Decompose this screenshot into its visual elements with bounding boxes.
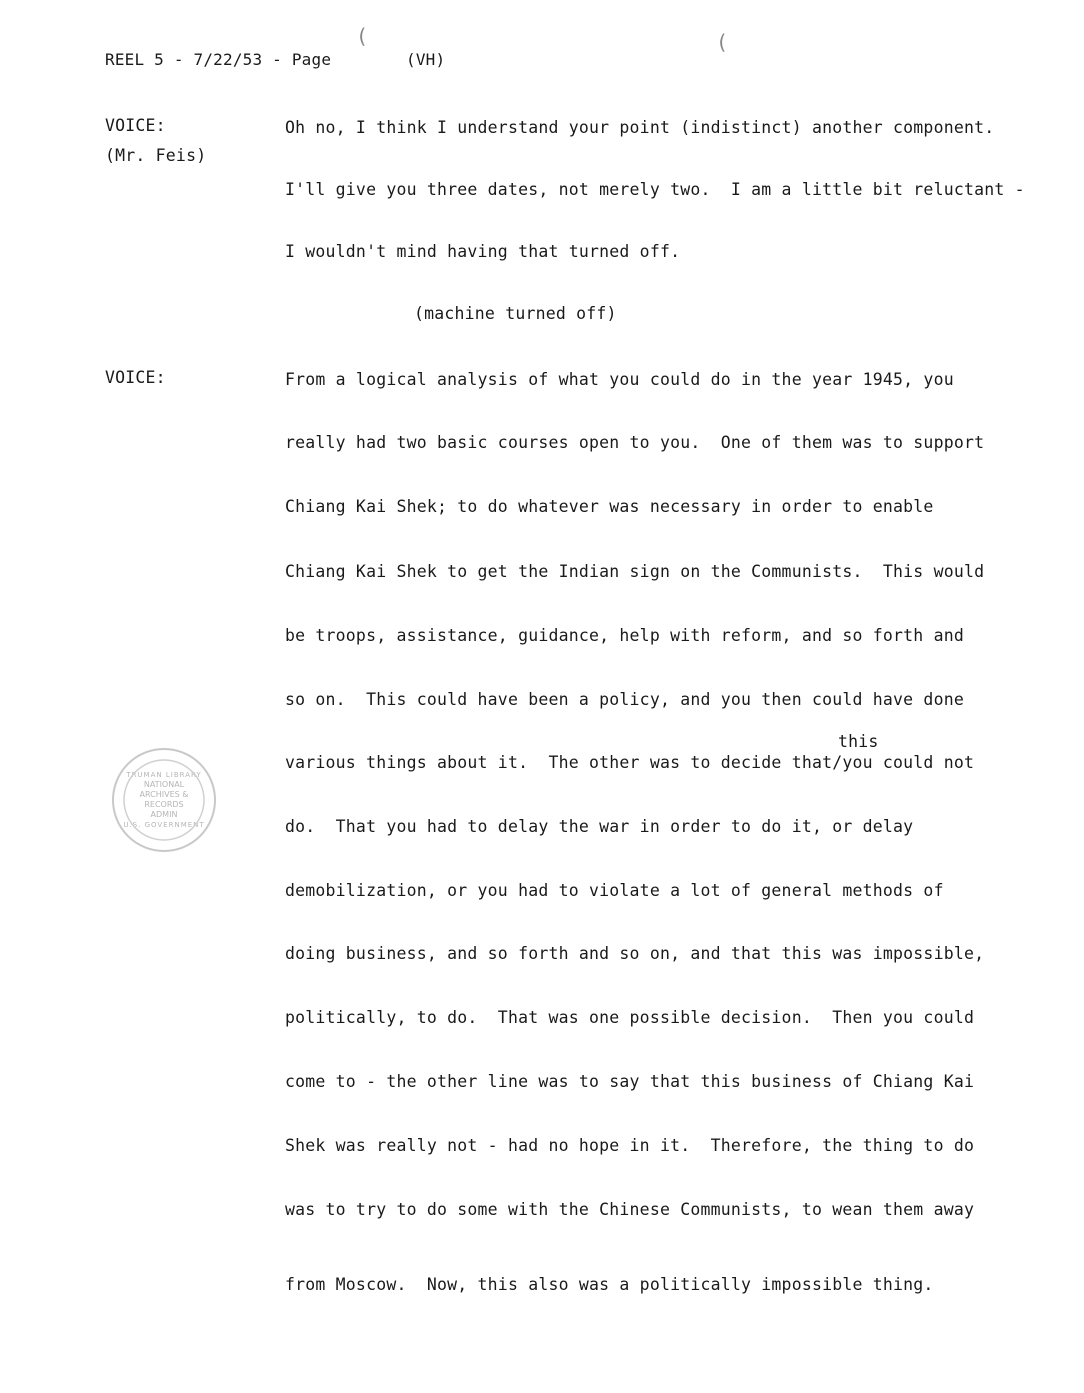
speech-line: Oh no, I think I understand your point (indistinct) another component.: [285, 118, 995, 137]
speech-line: I'll give you three dates, not merely two. I am a little bit reluctant -: [285, 180, 1025, 199]
speaker-label: VOICE:: [105, 116, 166, 135]
speech-line: I wouldn't mind having that turned off.: [285, 242, 681, 261]
speaker-note: (Mr. Feis): [105, 146, 207, 165]
speech-line: various things about it. The other was to decide that/you could not: [285, 753, 975, 772]
archive-stamp: [112, 748, 216, 852]
speech-line: be troops, assistance, guidance, help with reform, and so forth and: [285, 626, 964, 645]
speech-line: from Moscow. Now, this also was a politically impossible thing.: [285, 1275, 934, 1294]
speech-line: really had two basic courses open to you. One of them was to support: [285, 433, 985, 452]
speaker-label: VOICE:: [105, 368, 166, 387]
speech-line: come to - the other line was to say that this business of Chiang Kai: [285, 1072, 975, 1091]
speech-line: demobilization, or you had to violate a lot of general methods of: [285, 881, 944, 900]
stamp-bottom-text: U.S. GOVERNMENT: [123, 821, 205, 829]
stray-pencil-mark: (: [716, 30, 729, 54]
speech-line: do. That you had to delay the war in order to do it, or delay: [285, 817, 914, 836]
speech-line: Shek was really not - had no hope in it. Therefore, the thing to do: [285, 1136, 975, 1155]
speech-line: Chiang Kai Shek; to do whatever was necessary in order to enable: [285, 497, 934, 516]
interlinear-insert: this: [838, 732, 879, 751]
stage-direction: (machine turned off): [414, 304, 617, 323]
speech-line: From a logical analysis of what you could do in the year 1945, you: [285, 370, 954, 389]
speech-line: politically, to do. That was one possible decision. Then you could: [285, 1008, 975, 1027]
stamp-center-text: NATIONAL ARCHIVES & RECORDS ADMIN: [139, 780, 189, 819]
speech-line: so on. This could have been a policy, and you then could have done: [285, 690, 964, 709]
page-number-mark: (: [356, 24, 369, 48]
reel-header: REEL 5 - 7/22/53 - Page: [105, 50, 332, 69]
speech-line: Chiang Kai Shek to get the Indian sign on the Communists. This would: [285, 562, 985, 581]
speech-line: doing business, and so forth and so on, and that this was impossible,: [285, 944, 985, 963]
stamp-top-text: TRUMAN LIBRARY: [126, 771, 202, 779]
transcriber-initials: (VH): [406, 50, 446, 69]
stamp-ring-icon: [114, 750, 214, 850]
speech-line: was to try to do some with the Chinese Communists, to wean them away: [285, 1200, 975, 1219]
